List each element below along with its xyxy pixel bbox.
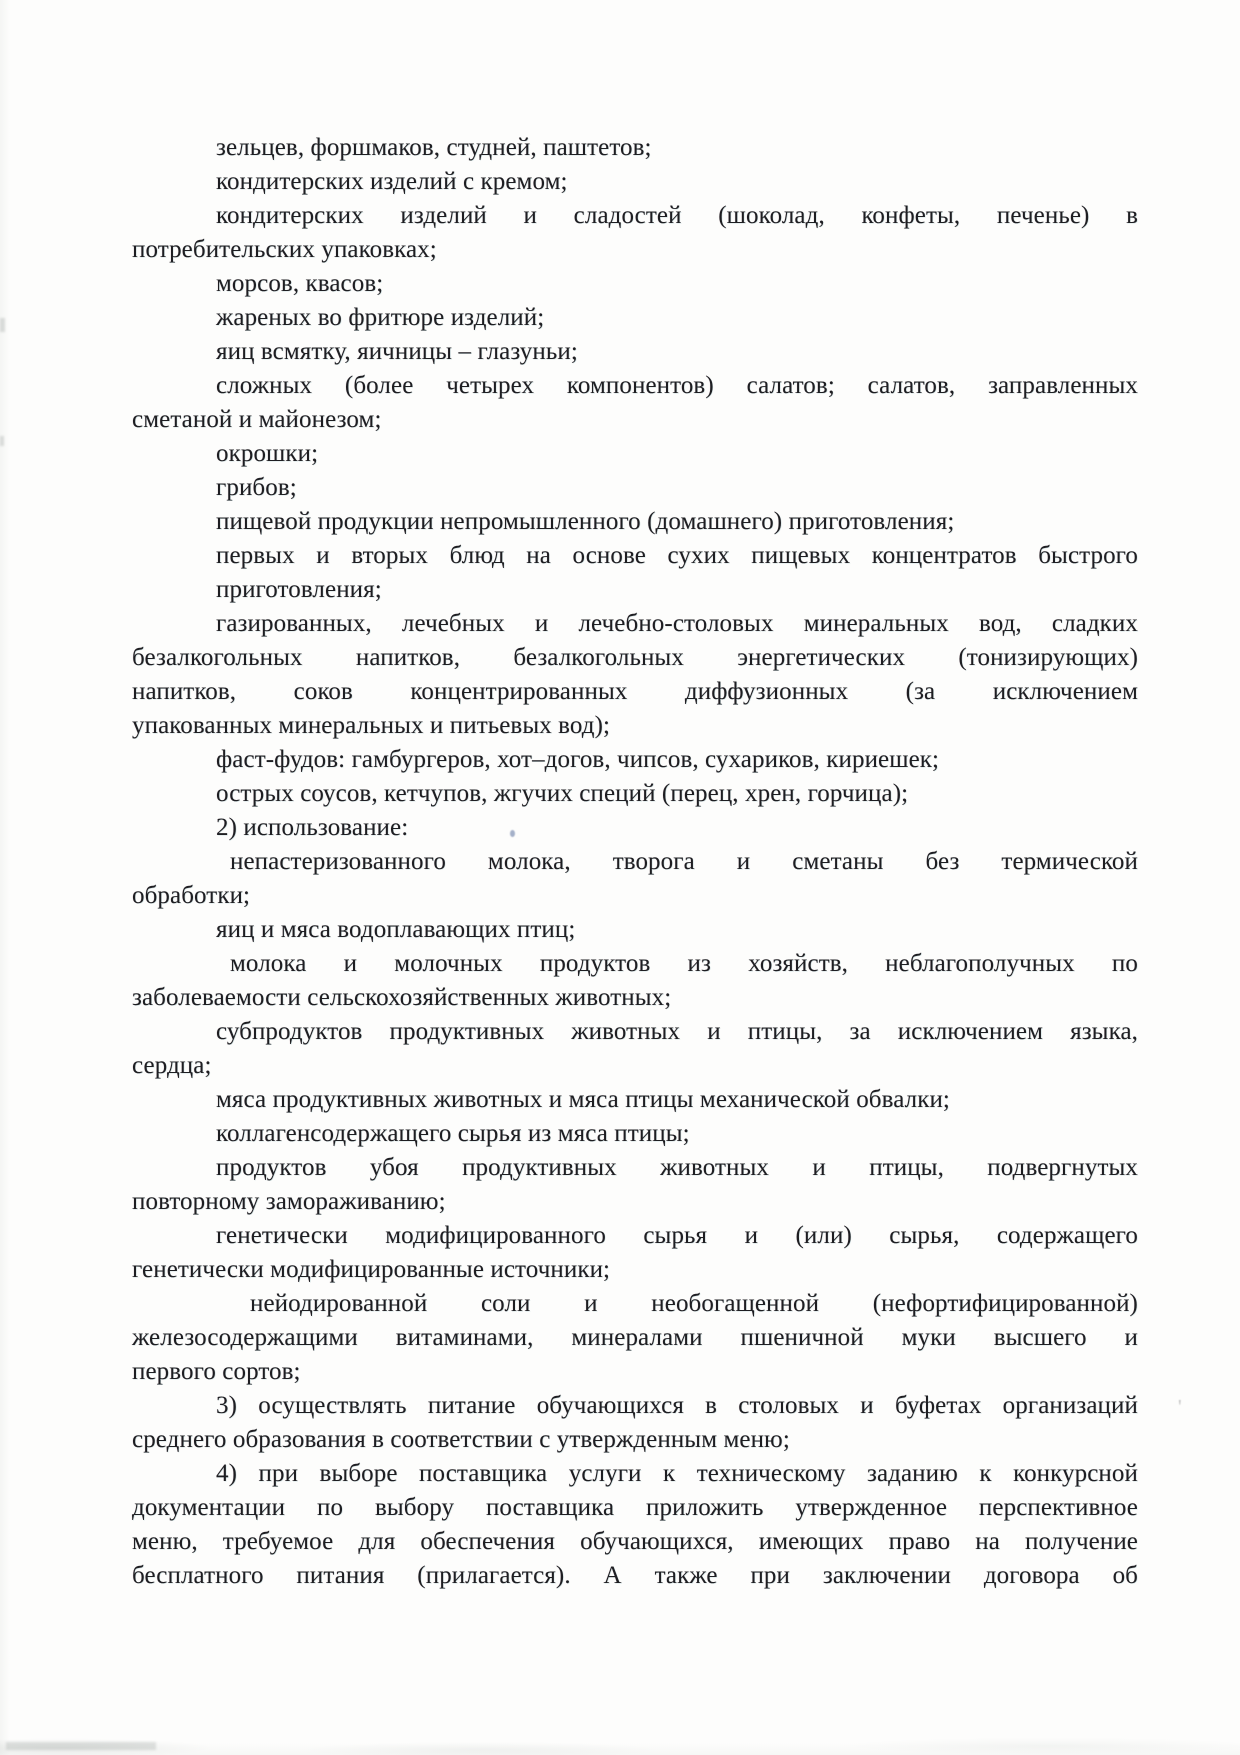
text-line-37: первого сортов; [132, 1358, 301, 1385]
text-line-42: меню, требуемое для обеспечения обучающихся, имеющих право на получение [132, 1528, 1138, 1555]
text-line-17: напитков, соков концентрированных диффузионных (за исключением [132, 678, 1138, 705]
scan-edge-speck [0, 318, 5, 332]
text-line-36: железосодержащими витаминами, минералами пшеничной муки высшего и [132, 1324, 1138, 1351]
text-line-23: обработки; [132, 882, 251, 909]
text-line-39: среднего образования в соответствии с утвержденным меню; [132, 1426, 790, 1453]
text-line-33: генетически модифицированного сырья и (или) сырья, содержащего [216, 1222, 1138, 1249]
text-line-26: заболеваемости сельскохозяйственных животных; [132, 984, 672, 1011]
text-line-16: безалкогольных напитков, безалкогольных энергетических (тонизирующих) [132, 644, 1138, 671]
text-line-2: кондитерских изделий с кремом; [216, 168, 568, 195]
text-line-40: 4) при выборе поставщика услуги к техническому заданию к конкурсной [216, 1460, 1138, 1487]
text-line-11: грибов; [216, 474, 297, 501]
text-line-1: зельцев, форшмаков, студней, паштетов; [216, 134, 652, 161]
text-line-38: 3) осуществлять питание обучающихся в столовых и буфетах организаций [216, 1392, 1138, 1419]
text-line-29: мяса продуктивных животных и мяса птицы механической обвалки; [216, 1086, 950, 1113]
text-line-30: коллагенсодержащего сырья из мяса птицы; [216, 1120, 690, 1147]
text-line-21: 2) использование: [216, 814, 409, 841]
text-line-10: окрошки; [216, 440, 319, 467]
text-line-6: жареных во фритюре изделий; [216, 304, 545, 331]
text-line-20: острых соусов, кетчупов, жгучих специй (перец, хрен, горчица); [216, 780, 909, 807]
text-line-28: сердца; [132, 1052, 212, 1079]
text-line-15: газированных, лечебных и лечебно-столовых минеральных вод, сладких [216, 610, 1138, 637]
text-line-12: пищевой продукции непромышленного (домашнего) приготовления; [216, 508, 955, 535]
scan-edge-speck [0, 436, 4, 446]
text-line-18: упакованных минеральных и питьевых вод); [132, 712, 611, 739]
text-line-31: продуктов убоя продуктивных животных и птицы, подвергнутых [216, 1154, 1138, 1181]
text-line-27: субпродуктов продуктивных животных и птицы, за исключением языка, [216, 1018, 1138, 1045]
text-line-14: приготовления; [216, 576, 382, 603]
text-line-32: повторному замораживанию; [132, 1188, 446, 1215]
document-text-block [132, 131, 1138, 1593]
scan-edge-speck [6, 1742, 156, 1750]
text-line-4: потребительских упаковках; [132, 236, 437, 263]
text-line-13: первых и вторых блюд на основе сухих пищевых концентратов быстрого [216, 542, 1138, 569]
text-line-8: сложных (более четырех компонентов) салатов; салатов, заправленных [216, 372, 1138, 399]
text-line-43: бесплатного питания (прилагается). А также при заключении договора об [132, 1562, 1138, 1589]
text-line-41: документации по выбору поставщика приложить утвержденное перспективное [132, 1494, 1138, 1521]
text-line-25: молока и молочных продуктов из хозяйств, неблагополучных по [230, 950, 1138, 977]
text-line-7: яиц всмятку, яичницы – глазуньи; [216, 338, 578, 365]
text-line-19: фаст-фудов: гамбургеров, хот–догов, чипсов, сухариков, кириешек; [216, 746, 940, 773]
text-line-22: непастеризованного молока, творога и сметаны без термической [230, 848, 1138, 875]
text-line-35: нейодированной соли и необогащенной (нефортифицированной) [250, 1290, 1138, 1317]
text-line-24: яиц и мяса водоплавающих птиц; [216, 916, 576, 943]
text-line-5: морсов, квасов; [216, 270, 384, 297]
faint-tick-right-margin: ' [1178, 1396, 1182, 1418]
text-line-34: генетически модифицированные источники; [132, 1256, 611, 1283]
text-line-3: кондитерских изделий и сладостей (шоколад, конфеты, печенье) в [216, 202, 1138, 229]
text-line-9: сметаной и майонезом; [132, 406, 382, 433]
